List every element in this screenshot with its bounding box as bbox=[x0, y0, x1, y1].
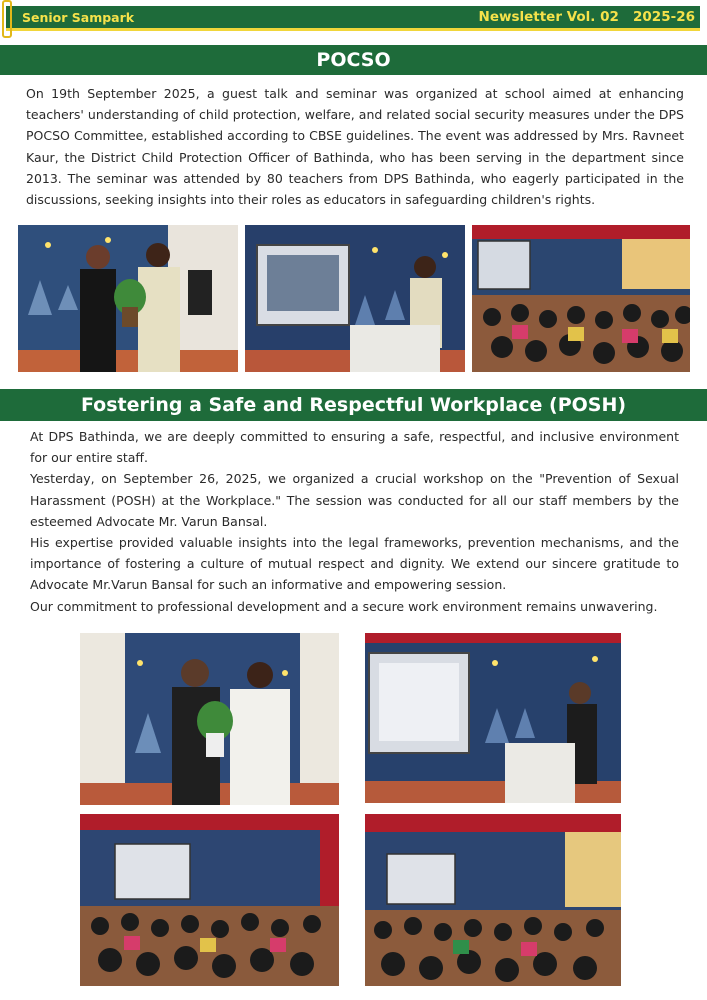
photo-posh-audience-right bbox=[365, 814, 621, 986]
photo-pocso-audience bbox=[472, 225, 690, 372]
posh-heading: Fostering a Safe and Respectful Workplace (POSH) bbox=[0, 389, 707, 421]
pocso-heading: POCSO bbox=[0, 45, 707, 75]
posh-paragraph-1: At DPS Bathinda, we are deeply committed to ensuring a safe, respectful, and inclusive environment for our entire staff. bbox=[30, 429, 679, 466]
photo-pocso-plant-presentation bbox=[18, 225, 238, 372]
header-left-title: Senior Sampark bbox=[22, 10, 135, 25]
posh-paragraph-4: Our commitment to professional development and a secure work environment remains unwavering. bbox=[30, 598, 658, 614]
photo-posh-plant-presentation bbox=[80, 633, 339, 805]
photo-posh-speaker-podium bbox=[365, 633, 621, 803]
newsletter-header bbox=[0, 0, 707, 32]
header-right-title: Newsletter Vol. 02 2025-26 bbox=[478, 9, 695, 25]
posh-paragraph-3: His expertise provided valuable insights into the legal frameworks, prevention mechanisms, and the importance of fostering a culture of mutual respect and dignity. We extend our sincere gratitude to Advocate Mr.Varun Bansal for such an informative and empowering session. bbox=[30, 535, 679, 593]
paperclip-icon bbox=[2, 0, 12, 38]
photo-pocso-speaker-podium bbox=[245, 225, 465, 372]
photo-posh-audience-left bbox=[80, 814, 339, 986]
posh-paragraph-2: Yesterday, on September 26, 2025, we organized a crucial workshop on the "Prevention of Sexual Harassment (POSH) at the Workplace." The session was conducted for all our staff members by the esteemed Advocate Mr. Varun Bansal. bbox=[30, 471, 679, 529]
pocso-paragraph: On 19th September 2025, a guest talk and seminar was organized at school aimed at enhancing teachers' understanding of child protection, welfare, and related social security measures under the DPS POCSO Committee, established according to CBSE guidelines. The event was addressed by Mrs. Ravneet Kaur, the District Child Protection Officer of Bathinda, who has been serving in the department since 2013. The seminar was attended by 80 teachers from DPS Bathinda, who eagerly participated in the discussions, seeking insights into their roles as educators in safeguarding children's rights. bbox=[26, 86, 684, 208]
posh-text bbox=[30, 426, 679, 617]
